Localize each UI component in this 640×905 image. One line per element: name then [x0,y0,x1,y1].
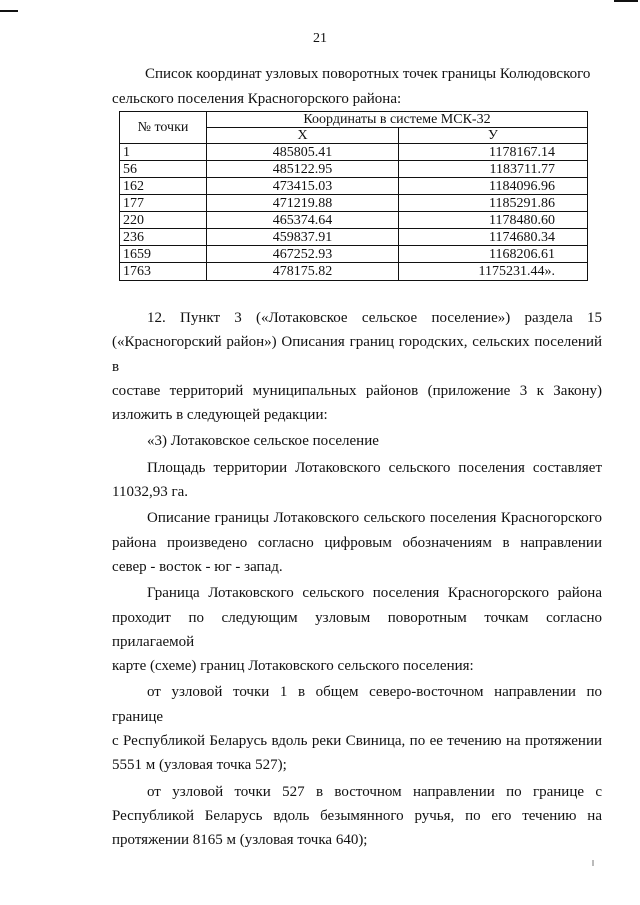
cell-x: 459837.91 [207,229,399,246]
table-intro [112,62,602,112]
paragraph-12-line-4: изложить в следующей редакции: [112,407,328,424]
header-x: X [207,128,399,144]
table-row [120,178,588,195]
table-row [120,144,588,161]
cell-y: 1185291.86 [399,195,588,212]
cell-y: 1175231.44». [399,263,588,281]
boundary-line-2: проходит по следующим узловым поворотным точкам согласно прилагаемой [112,609,602,650]
cell-point: 1659 [120,246,207,263]
segment-1-line-3: 5551 м (узловая точка 527); [112,757,287,774]
table-row [120,161,588,178]
cell-point: 220 [120,212,207,229]
description-line-2: района произведено согласно цифровым обозначениям в направлении [112,534,602,551]
cell-x: 473415.03 [207,178,399,195]
paragraph-12-line-3: составе территорий муниципальных районов (приложение 3 к Закону) [112,382,602,399]
cell-y: 1178480.60 [399,212,588,229]
cell-x: 478175.82 [207,263,399,281]
cell-x: 465374.64 [207,212,399,229]
cell-y: 1183711.77 [399,161,588,178]
cell-point: 177 [120,195,207,212]
table-row [120,195,588,212]
cell-x: 485805.41 [207,144,399,161]
cell-x: 485122.95 [207,161,399,178]
paragraph-12-line-2: («Красногорский район») Описания границ городских, сельских поселений в [112,334,602,375]
section-heading: «3) Лотаковское сельское поселение [147,433,379,450]
cell-x: 471219.88 [207,195,399,212]
page-number: 21 [313,31,327,46]
scan-mark-left [0,10,18,12]
cell-y: 1168206.61 [399,246,588,263]
intro-line-2: сельского поселения Красногорского района: [112,91,402,107]
cell-y: 1174680.34 [399,229,588,246]
segment-1-line-1: от узловой точки 1 в общем северо-восточном направлении по границе [112,684,602,725]
scan-speck [592,860,594,866]
segment-2-line-2: Республикой Беларусь вдоль безымянного ручья, по его течению на [112,807,602,824]
segment-2-line-3: протяжении 8165 м (узловая точка 640); [112,832,368,849]
table-row [120,263,588,281]
intro-line-1: Список координат узловых поворотных точек границы Колюдовского [145,66,591,82]
area-line-1: Площадь территории Лотаковского сельского поселения составляет [147,459,602,476]
cell-y: 1178167.14 [399,144,588,161]
table-row [120,246,588,263]
header-point: № точки [120,112,207,144]
cell-point: 56 [120,161,207,178]
cell-point: 162 [120,178,207,195]
area-line-2: 11032,93 га. [112,484,189,501]
table-row [120,212,588,229]
paragraph-12-line-1: 12. Пункт 3 («Лотаковское сельское поселение») раздела 15 [147,310,602,326]
coordinates-table [119,111,588,281]
segment-1-line-2: с Республикой Беларусь вдоль реки Свиница, по ее течению на протяжении [112,733,602,750]
boundary-line-3: карте (схеме) границ Лотаковского сельского поселения: [112,658,474,675]
header-y: У [399,128,588,144]
table-header-row [120,112,588,128]
header-coordinates: Координаты в системе МСК-32 [207,112,588,128]
cell-y: 1184096.96 [399,178,588,195]
body-text [112,306,602,853]
cell-point: 1 [120,144,207,161]
cell-point: 1763 [120,263,207,281]
cell-x: 467252.93 [207,246,399,263]
segment-2-line-1: от узловой точки 527 в восточном направлении по границе с [147,783,602,800]
scan-mark-right [614,0,638,2]
table-row [120,229,588,246]
description-line-3: север - восток - юг - запад. [112,558,283,575]
description-line-1: Описание границы Лотаковского сельского поселения Красногорского [147,510,602,527]
cell-point: 236 [120,229,207,246]
boundary-line-1: Граница Лотаковского сельского поселения Красногорского района [147,585,602,602]
